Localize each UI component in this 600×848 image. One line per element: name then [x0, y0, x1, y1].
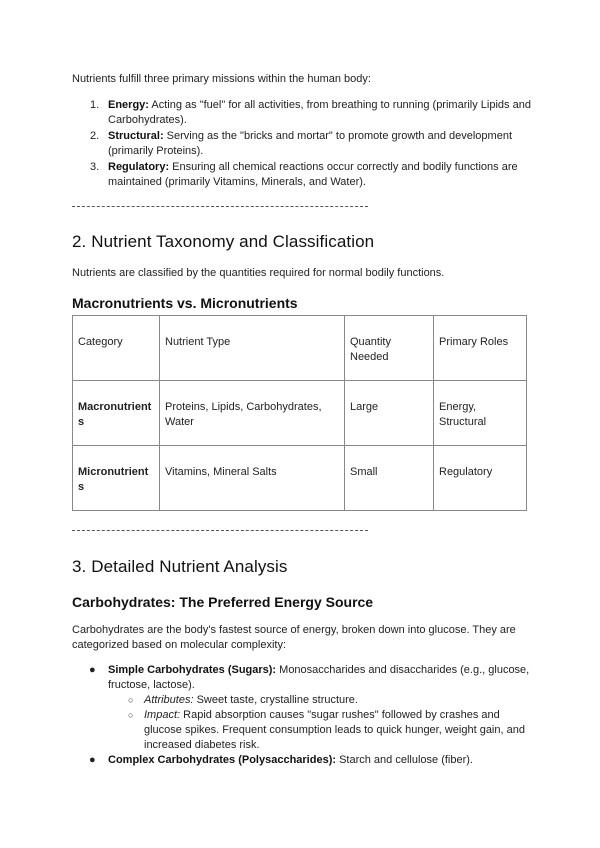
- list-item-text: Serving as the "bricks and mortar" to promote growth and development (primarily Proteins).: [108, 130, 512, 157]
- table-row: [73, 446, 527, 511]
- carbohydrate-list: [72, 663, 532, 768]
- table-header: Category: [73, 316, 160, 381]
- table-header: Nutrient Type: [160, 316, 345, 381]
- subsection-heading: Carbohydrates: The Preferred Energy Source: [72, 594, 374, 610]
- list-number: 3.: [90, 161, 100, 173]
- section-heading: 3. Detailed Nutrient Analysis: [72, 557, 288, 576]
- list-item-title: Complex Carbohydrates (Polysaccharides):: [108, 754, 337, 766]
- circle-bullet-icon: ○: [128, 695, 134, 705]
- bullet-icon: ●: [89, 664, 96, 676]
- sub-item-text: Sweet taste, crystalline structure.: [193, 694, 358, 706]
- list-item: [72, 160, 532, 190]
- subsection-heading: Macronutrients vs. Micronutrients: [72, 295, 298, 311]
- list-item: [72, 663, 532, 693]
- missions-list: [72, 98, 532, 190]
- list-number: 2.: [90, 130, 100, 142]
- table-cell: Vitamins, Mineral Salts: [160, 446, 345, 511]
- table-cell: Macronutrients: [73, 381, 160, 446]
- table-header: Primary Roles: [434, 316, 527, 381]
- list-item-text: Starch and cellulose (fiber).: [336, 754, 473, 766]
- sub-item-label: Impact:: [144, 709, 181, 721]
- list-item-text: Acting as "fuel" for all activities, from breathing to running (primarily Lipids and Carbohydrates).: [108, 99, 531, 126]
- table-cell: Micronutrients: [73, 446, 160, 511]
- table-cell: Small: [345, 446, 434, 511]
- sub-list-item: [72, 693, 532, 708]
- table-cell: Energy, Structural: [434, 381, 527, 446]
- sub-item-text: Rapid absorption causes "sugar rushes" followed by crashes and glucose spikes. Frequent consumption leads to quick hunger, weight gain, and increased diabetes risk.: [144, 709, 525, 751]
- list-item-title: Energy:: [108, 99, 149, 111]
- section-intro: Nutrients are classified by the quantities required for normal bodily functions.: [72, 267, 445, 279]
- table-row: [73, 381, 527, 446]
- table-cell: Large: [345, 381, 434, 446]
- list-item-text: Monosaccharides and disaccharides (e.g., glucose, fructose, lactose).: [108, 664, 530, 691]
- nutrient-table: [72, 315, 527, 511]
- list-item: [72, 98, 532, 128]
- divider: [72, 206, 368, 207]
- list-number: 1.: [90, 99, 100, 111]
- table-cell: Regulatory: [434, 446, 527, 511]
- list-item: [72, 129, 532, 159]
- section-intro: Carbohydrates are the body's fastest source of energy, broken down into glucose. They are categorized based on molecular complexity:: [72, 624, 516, 651]
- sub-item-label: Attributes:: [144, 694, 194, 706]
- divider: [72, 530, 368, 531]
- list-item-title: Simple Carbohydrates (Sugars):: [108, 664, 277, 676]
- bullet-icon: ●: [89, 754, 96, 766]
- circle-bullet-icon: ○: [128, 710, 134, 720]
- table-cell: Proteins, Lipids, Carbohydrates, Water: [160, 381, 345, 446]
- sub-list-item: [72, 708, 532, 753]
- list-item-text: Ensuring all chemical reactions occur correctly and bodily functions are maintained (primarily Vitamins, Minerals, and Water).: [108, 161, 518, 188]
- table-header: Quantity Needed: [345, 316, 434, 381]
- table-header-row: [73, 316, 527, 381]
- section-heading: 2. Nutrient Taxonomy and Classification: [72, 232, 375, 251]
- list-item-title: Structural:: [108, 130, 164, 142]
- list-item-title: Regulatory:: [108, 161, 170, 173]
- list-item: [72, 753, 532, 768]
- missions-intro: Nutrients fulfill three primary missions within the human body:: [72, 73, 371, 85]
